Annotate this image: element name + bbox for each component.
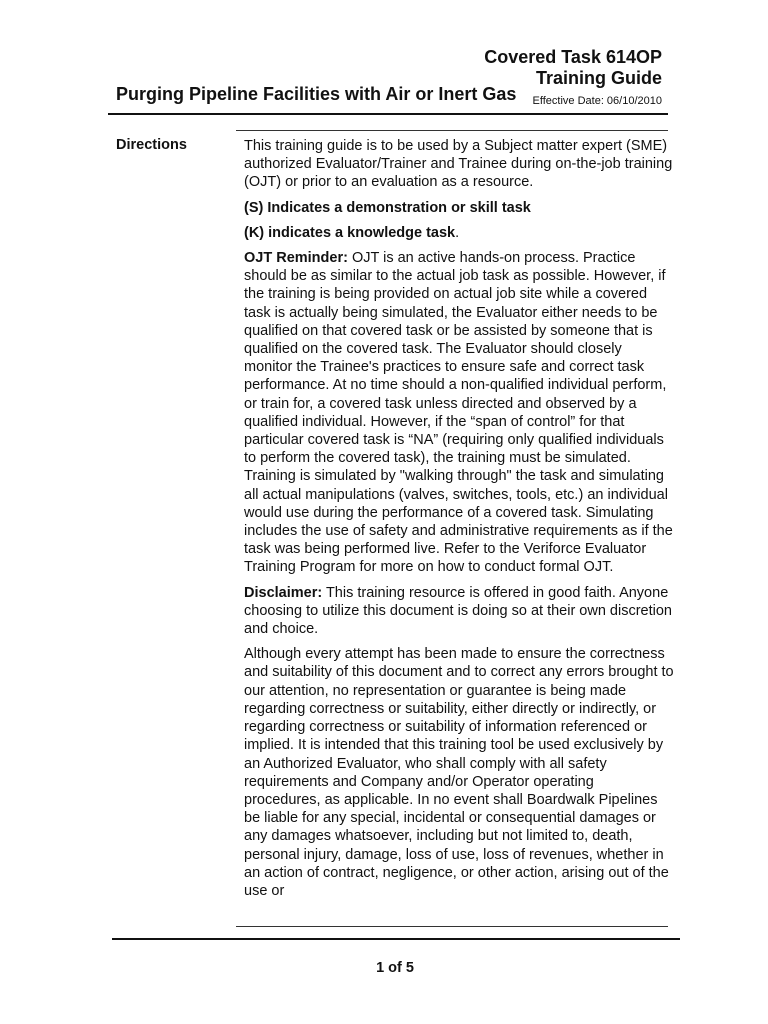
disclaimer-paragraph (244, 584, 674, 639)
ojt-reminder-label: OJT Reminder: (244, 250, 348, 267)
document-title: Purging Pipeline Facilities with Air or Inert Gas (116, 84, 517, 104)
covered-task-number: Covered Task 614OP (484, 47, 662, 67)
section-label-directions: Directions (116, 137, 187, 153)
disclaimer-label: Disclaimer: (244, 584, 323, 601)
knowledge-task-note (244, 224, 674, 242)
content-bottom-rule (236, 926, 668, 927)
effective-date: Effective Date: 06/10/2010 (532, 95, 662, 107)
directions-content (244, 137, 674, 907)
document-type: Training Guide (535, 68, 662, 88)
ojt-reminder-paragraph (244, 249, 674, 577)
skill-task-note (244, 199, 674, 217)
page-number: 1 of 5 (376, 960, 414, 976)
content-top-rule (236, 130, 668, 131)
liability-paragraph: Although every attempt has been made to ensure the correctness and suitability of this document and to correct any errors brought to our attention, no representation or guarantee is being made regarding correctness or suitability, either directly or indirectly, or regarding correctness or suitability of information referenced or implied. It is intended that this training tool be used exclusively by an Authorized Evaluator, who shall comply with all safety requirements and Company and/or Operator operating procedures, as applicable. In no event shall Boardwalk Pipelines be liable for any special, incidental or consequential damages or any damages whatsoever, including but not limited to, death, personal injury, damage, loss of use, loss of revenues, whether in an action of contract, negligence, or other action, arising out of the use or (244, 646, 674, 899)
intro-paragraph: This training guide is to be used by a Subject matter expert (SME) authorized Evaluator/Trainer and Trainee during on-the-job training (OJT) or prior to an evaluation as a resource. (244, 138, 673, 191)
disclaimer-text: This training resource is offered in good faith. Anyone choosing to utilize this document is doing so at their own discretion and choice. (244, 584, 672, 638)
skill-task-text: (S) Indicates a demonstration or skill task (244, 199, 531, 216)
knowledge-task-period: . (455, 224, 460, 241)
header-divider (108, 113, 668, 115)
ojt-reminder-text: OJT is an active hands-on process. Practice should be as similar to the actual job task as possible. However, if the training is being provided on actual job site while a covered task is actually being simulated, the Evaluator either needs to be qualified on that covered task or be assisted by someone that is qualified on the covered task. The Evaluator should closely monitor the Trainee's practices to ensure safe and correct task performance. At no time should a non-qualified individual perform, or train for, a covered task unless directed and observed by a qualified individual. However, if the “span of control” for that particular covered task is “NA” (requiring only qualified individuals to perform the covered task), the training must be simulated. Training is simulated by "walking through" the task and simulating all actual manipulations (valves, switches, tools, etc.) an individual would use during the performance of a covered task. Simulating includes the use of safety and administrative requirements as if the task was being performed live. Refer to the Veriforce Evaluator Training Program for more on how to conduct formal OJT. (244, 250, 673, 576)
knowledge-task-text: (K) indicates a knowledge task (244, 224, 456, 241)
footer-divider (112, 938, 680, 940)
